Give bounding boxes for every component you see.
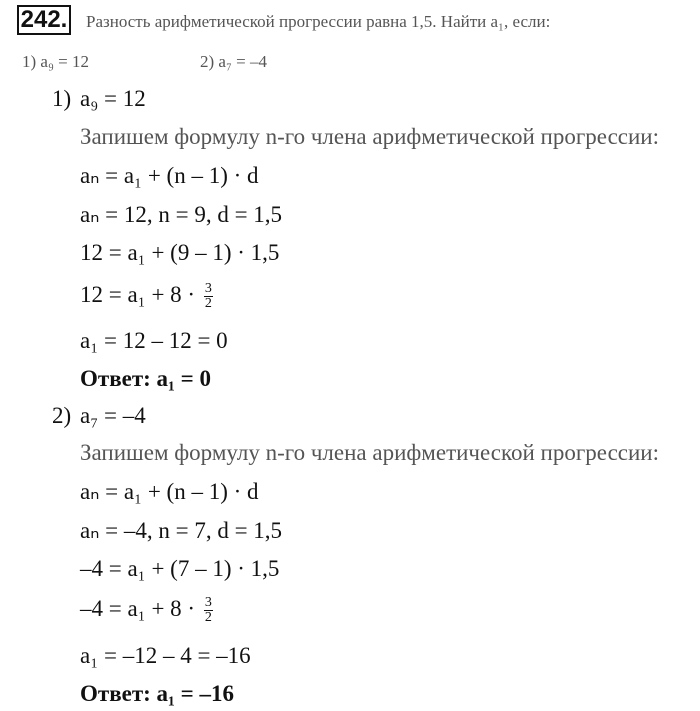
- part2-values: aₙ = –4, n = 7, d = 1,5: [80, 518, 283, 543]
- part2-fraction-numerator: 3: [204, 595, 212, 611]
- part2-fraction: [204, 596, 213, 625]
- part2-formula: aₙ = a₁ + (n – 1) · d: [80, 479, 259, 504]
- part2-given: a₇ = –4: [80, 403, 146, 428]
- part2-result: a₁ = –12 – 4 = –16: [80, 643, 251, 668]
- part1-fraction-numerator: 3: [204, 281, 212, 297]
- task-2: 2) a₇ = –4: [200, 52, 267, 71]
- problem-number: 242.: [17, 5, 71, 35]
- part2-fraction-denominator: 2: [204, 610, 212, 626]
- part2-answer: Ответ: a₁ = –16: [80, 681, 235, 706]
- part1-step-prefix: 12 = a₁ + 8 ·: [80, 282, 196, 307]
- part2-step: [80, 596, 213, 625]
- part1-label: 1): [52, 86, 72, 111]
- part1-formula: aₙ = a₁ + (n – 1) · d: [80, 163, 259, 188]
- problem-statement: Разность арифметической прогрессии равна 1,5. Найти a₁, если:: [86, 12, 551, 31]
- part1-given: a₉ = 12: [80, 86, 146, 111]
- part1-substitution: 12 = a₁ + (9 – 1) · 1,5: [80, 240, 280, 265]
- part2-intro: Запишем формулу n-го члена арифметической прогрессии:: [80, 440, 659, 465]
- part1-intro: Запишем формулу n-го члена арифметической прогрессии:: [80, 124, 659, 149]
- part1-fraction: [204, 282, 213, 311]
- part1-step: [80, 282, 213, 311]
- part1-fraction-denominator: 2: [204, 296, 212, 312]
- part1-result: a₁ = 12 – 12 = 0: [80, 328, 228, 353]
- part1-answer: Ответ: a₁ = 0: [80, 366, 212, 391]
- task-1: 1) a₉ = 12: [22, 52, 89, 71]
- part2-substitution: –4 = a₁ + (7 – 1) · 1,5: [80, 556, 280, 581]
- part2-step-prefix: –4 = a₁ + 8 ·: [80, 596, 196, 621]
- part2-label: 2): [52, 403, 72, 428]
- part1-values: aₙ = 12, n = 9, d = 1,5: [80, 202, 283, 227]
